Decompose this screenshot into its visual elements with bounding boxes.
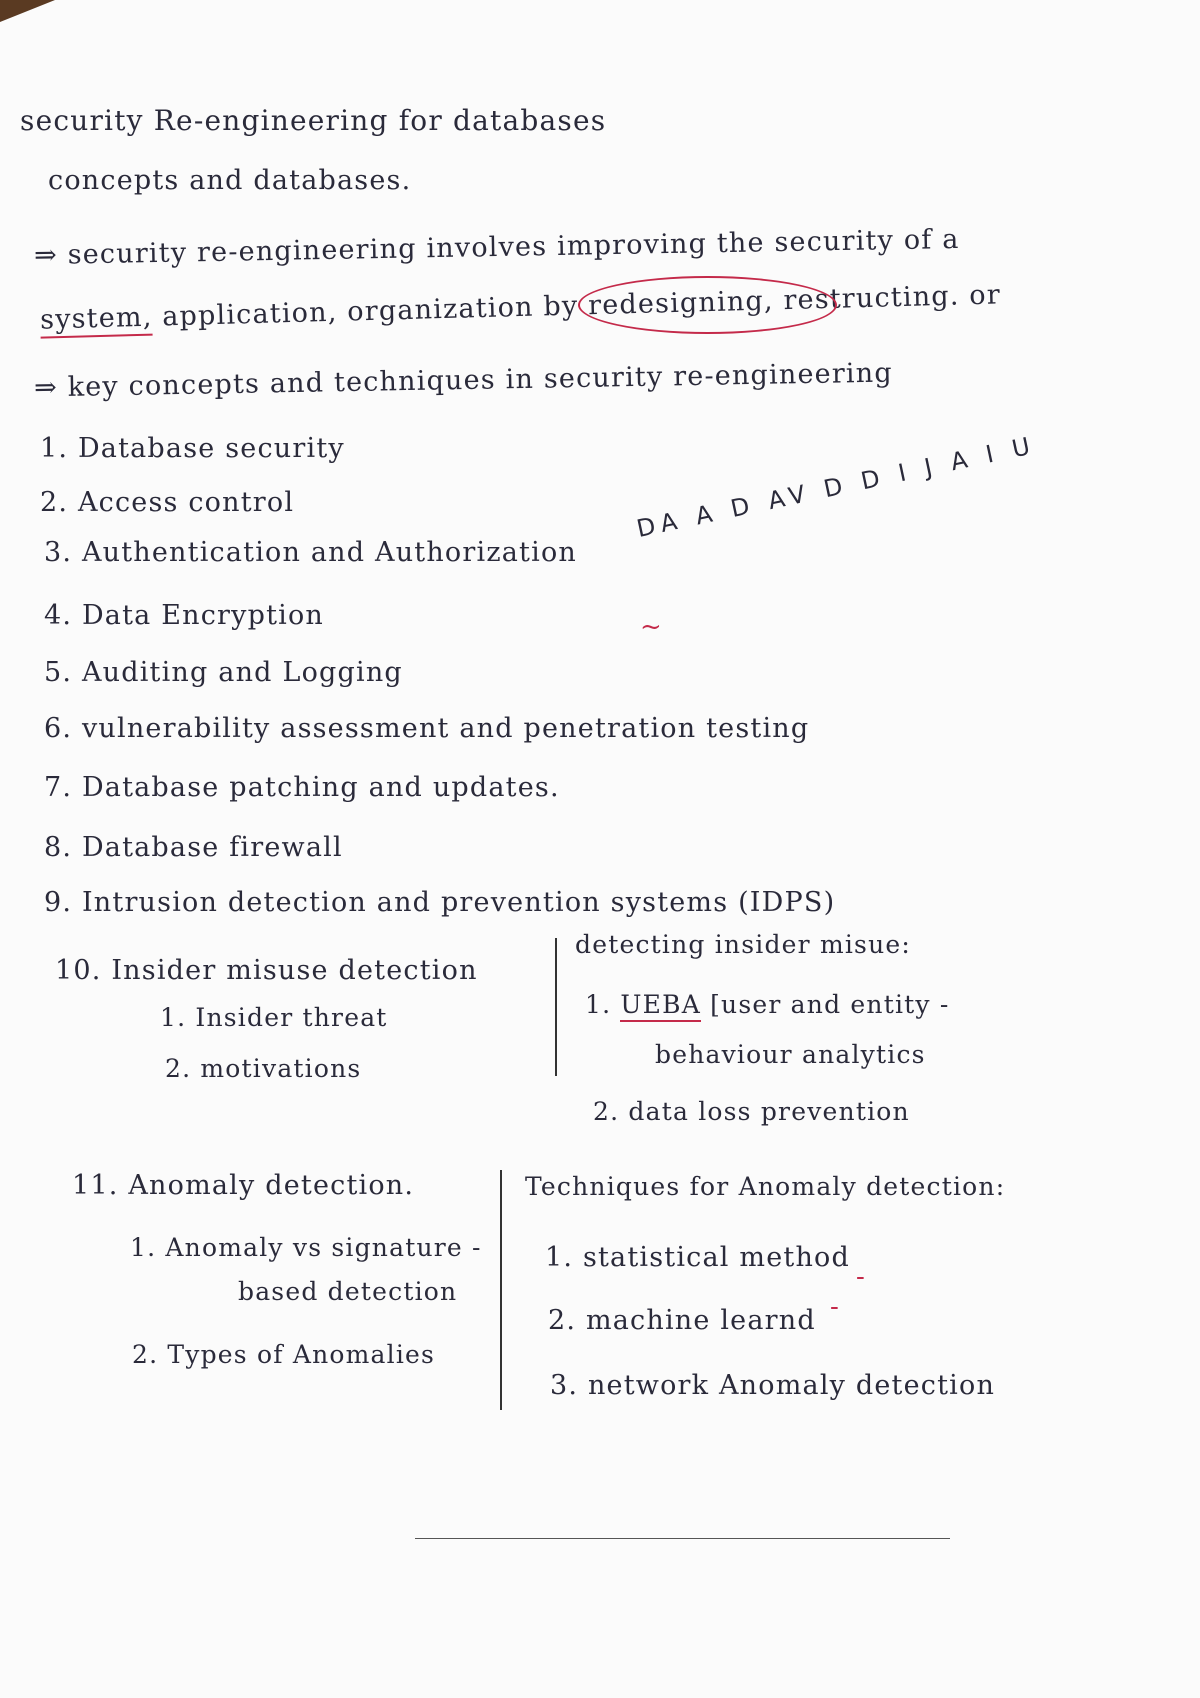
technique-item: 2. machine learnd xyxy=(548,1305,816,1336)
page-corner-fold xyxy=(0,0,60,30)
page-title: security Re-engineering for databases xyxy=(20,104,607,137)
technique-item: 1. statistical method xyxy=(545,1242,850,1273)
column-divider xyxy=(500,1170,502,1410)
detecting-heading: detecting insider misue: xyxy=(575,930,912,959)
ueba-acronym: UEBA xyxy=(620,990,701,1022)
red-dash-mark: - xyxy=(830,1292,839,1322)
insider-heading: 10. Insider misuse detection xyxy=(55,955,478,986)
list-item: 1. Database security xyxy=(40,433,345,464)
margin-letters: DA A D AV D D I J A I U xyxy=(634,430,1039,543)
anomaly-sub: 1. Anomaly vs signature - xyxy=(130,1233,482,1262)
list-item: 2. Access control xyxy=(40,487,295,518)
techniques-heading: Techniques for Anomaly detection: xyxy=(525,1172,1006,1201)
intro-system-underlined: system, xyxy=(40,302,153,339)
list-item: 6. vulnerability assessment and penetration testing xyxy=(44,713,810,744)
page-subtitle: concepts and databases. xyxy=(48,165,412,196)
insider-sub: 2. motivations xyxy=(165,1054,362,1083)
intro-redesigning: redesigning, restructing. or xyxy=(587,279,1002,322)
insider-sub: 1. Insider threat xyxy=(160,1003,388,1032)
ueba-continuation: behaviour analytics xyxy=(655,1040,926,1069)
list-item: 5. Auditing and Logging xyxy=(44,657,403,688)
red-dash-mark: - xyxy=(856,1262,865,1292)
intro-application: application xyxy=(152,297,329,333)
list-item: 9. Intrusion detection and prevention systems (IDPS) xyxy=(44,887,836,918)
ueba-line: 1. UEBA [user and entity - xyxy=(585,990,950,1019)
list-item: 4. Data Encryption xyxy=(44,600,325,631)
anomaly-sub-cont: based detection xyxy=(238,1277,458,1306)
intro-line-2 xyxy=(40,279,1002,335)
intro-organization: , organization by xyxy=(327,290,589,329)
key-concepts-heading: ⇒ key concepts and techniques in security re-engineering xyxy=(33,357,894,404)
list-item: 8. Database firewall xyxy=(44,832,343,863)
list-item: 7. Database patching and updates. xyxy=(44,772,560,803)
red-circle-annotation xyxy=(578,276,837,334)
red-tick-mark: ~ xyxy=(640,612,662,642)
intro-line-1: ⇒ security re-engineering involves improving the security of a xyxy=(33,223,960,272)
data-loss-prevention: 2. data loss prevention xyxy=(593,1097,910,1126)
column-divider xyxy=(555,938,557,1076)
anomaly-sub: 2. Types of Anomalies xyxy=(132,1340,436,1369)
technique-item: 3. network Anomaly detection xyxy=(550,1370,996,1401)
list-item: 3. Authentication and Authorization xyxy=(44,537,577,568)
anomaly-heading: 11. Anomaly detection. xyxy=(72,1170,415,1201)
bottom-rule xyxy=(415,1538,950,1539)
